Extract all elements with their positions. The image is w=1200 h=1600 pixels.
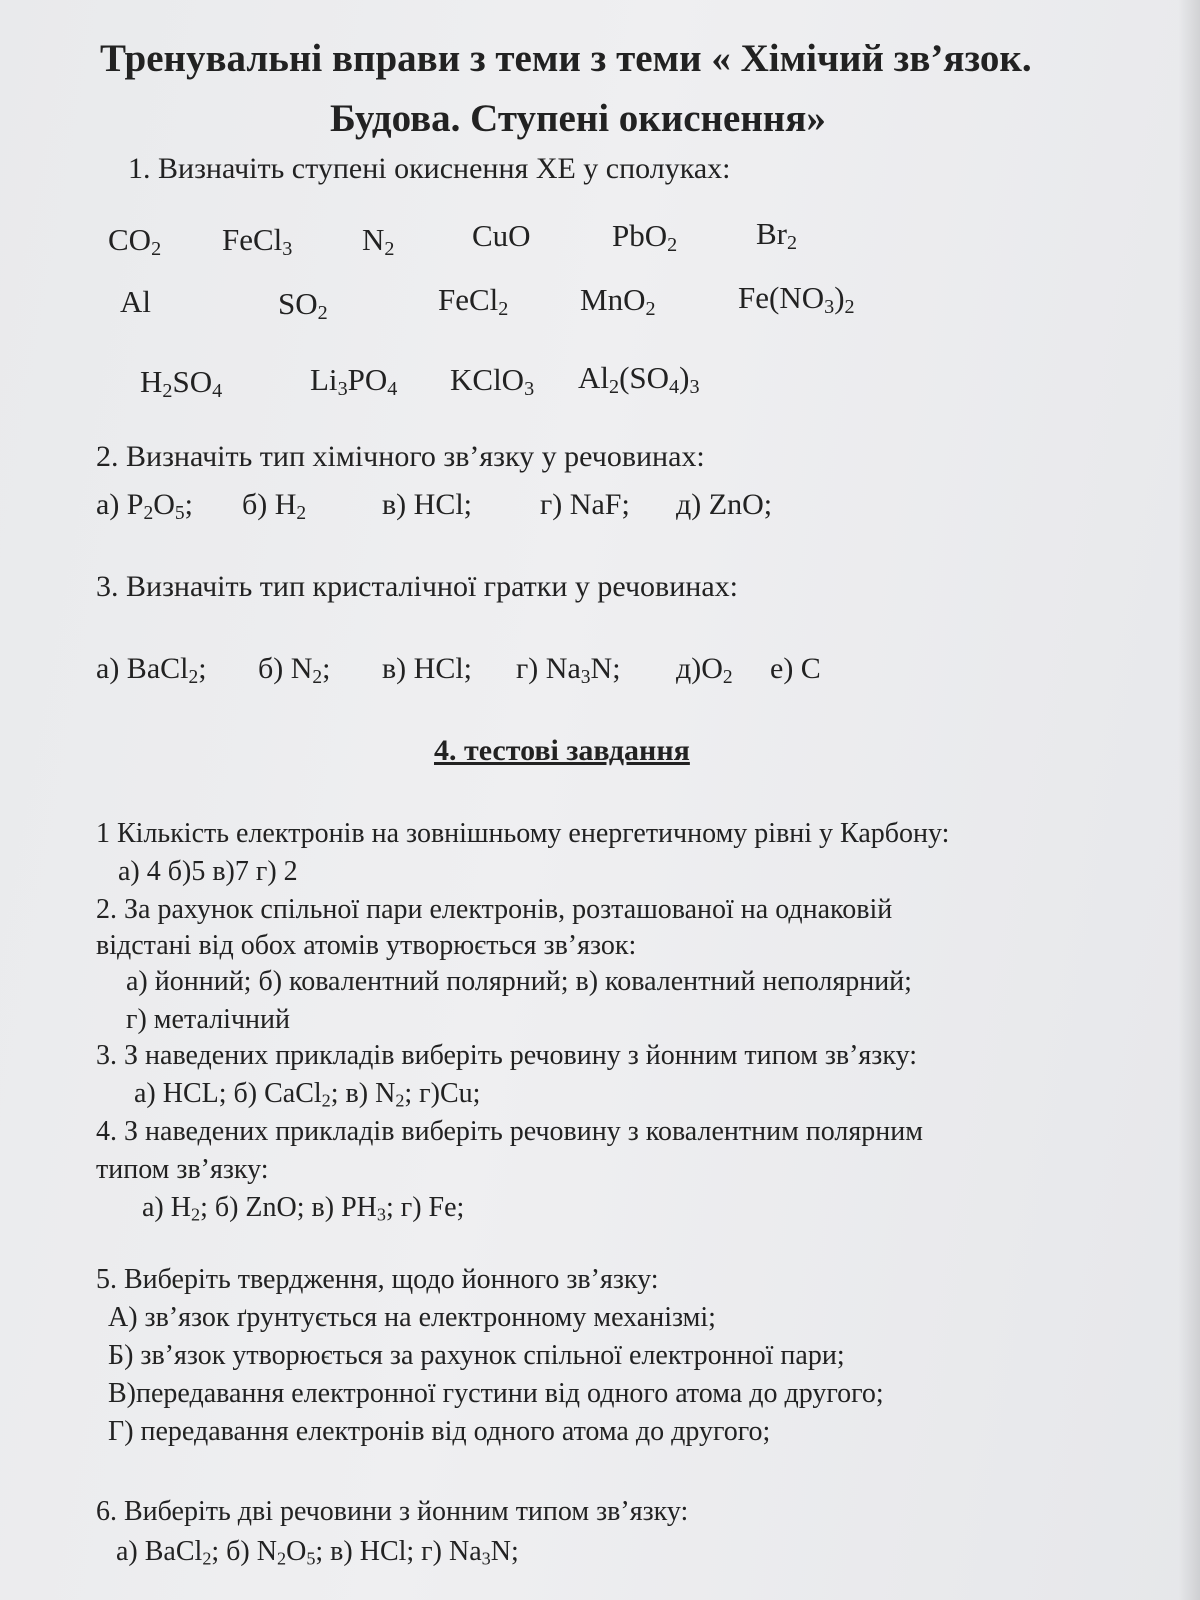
test-line: [96, 818, 949, 850]
subscript: 4: [387, 378, 398, 401]
formula: [450, 362, 535, 401]
subscript: 3: [481, 1548, 491, 1569]
formula: [738, 280, 855, 319]
subscript: 2: [317, 302, 328, 325]
text-part: Б) зв’язок утворюється за рахунок спільної електронної пари;: [108, 1340, 845, 1371]
subscript: 3: [524, 378, 535, 401]
text-part: PO: [347, 362, 388, 397]
formula: [140, 364, 223, 403]
text-part: а) P: [96, 488, 144, 521]
text-part: O: [286, 1536, 307, 1567]
test-line: [96, 1264, 659, 1296]
subscript: 2: [151, 238, 162, 261]
test-line: [108, 1416, 770, 1448]
test-line: [96, 1040, 917, 1072]
text-part: а) йонний; б) ковалентний полярний; в) ковалентний неполярний;: [126, 966, 912, 997]
text-part: типом зв’язку:: [96, 1154, 269, 1185]
test-line: [134, 1078, 480, 1110]
text-part: а) HCL; б) CaCl: [134, 1078, 322, 1109]
text-part: 6. Виберіть дві речовини з йонним типом зв’язку:: [96, 1496, 689, 1527]
option: [676, 488, 772, 522]
text-part: Fe(NO: [738, 280, 825, 315]
text-part: ; в) N: [330, 1078, 396, 1109]
test-line: [142, 1192, 464, 1224]
formula: [120, 284, 151, 320]
formula: [756, 216, 798, 255]
text-part: N;: [590, 652, 621, 685]
text-part: відстані від обох атомів утворюється зв’язок:: [96, 930, 637, 961]
text-part: CuO: [472, 218, 531, 253]
subscript: 2: [667, 234, 678, 257]
tests-heading: 4. тестові завдання: [434, 734, 690, 767]
test-line: [126, 966, 912, 998]
test-line: [96, 1154, 269, 1186]
text-part: Li: [310, 362, 338, 397]
title-line-2: Будова. Ступені окиснення»: [330, 97, 826, 140]
test-line: [116, 1536, 519, 1568]
text-part: д) ZnO;: [676, 488, 773, 521]
subscript: 5: [306, 1548, 316, 1569]
subscript: 2: [321, 1090, 331, 1111]
option: [242, 488, 306, 522]
text-part: 4. З наведених прикладів виберіть речовину з ковалентним полярним: [96, 1116, 923, 1147]
option: [382, 652, 472, 686]
text-part: б) N: [258, 652, 313, 685]
text-part: ; г) Fe;: [385, 1192, 465, 1223]
text-part: ; в) HCl; г) Na: [315, 1536, 482, 1567]
text-part: а) H: [142, 1192, 191, 1223]
subscript: 3: [337, 378, 348, 401]
text-part: в) HCl;: [382, 488, 472, 521]
formula: [578, 360, 700, 399]
subscript: 2: [296, 502, 307, 524]
formula: [278, 286, 328, 325]
text-part: г) NaF;: [540, 488, 630, 521]
test-line: [126, 1004, 290, 1036]
text-part: б) H: [242, 488, 297, 521]
option: [516, 652, 621, 686]
formula: [310, 362, 398, 401]
formula: [612, 218, 678, 257]
task1-heading: 1. Визначіть ступені окиснення ХЕ у сполуках:: [128, 152, 731, 185]
test-line: [96, 1496, 688, 1528]
text-part: ;: [198, 652, 207, 685]
text-part: 3. З наведених прикладів виберіть речовину з йонним типом зв’язку:: [96, 1040, 917, 1071]
text-part: SO: [278, 286, 318, 321]
text-part: KClO: [450, 362, 525, 397]
text-part: O: [153, 488, 175, 521]
option: [382, 488, 472, 522]
subscript: 2: [188, 666, 199, 688]
formula: [362, 222, 395, 261]
text-part: CO: [108, 222, 152, 257]
subscript: 3: [376, 1204, 386, 1225]
text-part: SO: [172, 364, 213, 399]
text-part: г) металічний: [126, 1004, 290, 1035]
text-part: PbO: [612, 218, 668, 253]
formula: [472, 218, 531, 254]
text-part: В)передавання електронної густини від одного атома до другого;: [108, 1378, 884, 1409]
subscript: 2: [722, 666, 733, 688]
text-part: А) зв’язок ґрунтується на електронному механізмі;: [108, 1302, 716, 1333]
option: [96, 488, 193, 522]
text-part: MnO: [580, 282, 646, 317]
text-part: ; г)Cu;: [404, 1078, 481, 1109]
text-part: ): [834, 280, 845, 315]
text-part: е) С: [770, 652, 821, 685]
subscript: 2: [202, 1548, 212, 1569]
text-part: (SO: [619, 360, 670, 395]
text-part: 1 Кількість електронів на зовнішньому енергетичному рівні у Карбону:: [96, 818, 950, 849]
subscript: 2: [384, 238, 395, 261]
option: [258, 652, 331, 686]
text-part: ; б) N: [211, 1536, 277, 1567]
title-line-1: Тренувальні вправи з теми з теми « Хімічий зв’язок.: [100, 37, 1032, 80]
subscript: 2: [787, 232, 798, 255]
test-line: [108, 1378, 884, 1410]
text-part: д)O: [676, 652, 723, 685]
text-part: FeCl: [438, 282, 499, 317]
task3-heading: 3. Визначіть тип кристалічної гратки у речовинах:: [96, 570, 738, 603]
text-part: N: [362, 222, 385, 257]
subscript: 2: [162, 380, 173, 403]
subscript: 3: [689, 376, 700, 399]
test-line: [118, 856, 298, 888]
text-part: а) BaCl: [96, 652, 189, 685]
page-edge-shadow: [1178, 0, 1200, 1600]
text-part: Al: [120, 284, 151, 319]
text-part: в) HCl;: [382, 652, 472, 685]
text-part: H: [140, 364, 163, 399]
subscript: 3: [580, 666, 591, 688]
subscript: 2: [312, 666, 323, 688]
text-part: 5. Виберіть твердження, щодо йонного зв’язку:: [96, 1264, 659, 1295]
subscript: 2: [645, 298, 656, 321]
text-part: ;: [322, 652, 331, 685]
text-part: а) 4 б)5 в)7 г) 2: [118, 856, 298, 887]
subscript: 2: [498, 298, 509, 321]
subscript: 4: [212, 380, 223, 403]
subscript: 4: [669, 376, 680, 399]
option: [770, 652, 821, 686]
formula: [580, 282, 656, 321]
text-part: ;: [184, 488, 194, 521]
formula: [438, 282, 509, 321]
test-line: [108, 1302, 716, 1334]
test-line: [96, 894, 892, 926]
subscript: 2: [276, 1548, 287, 1569]
subscript: 2: [844, 296, 855, 319]
subscript: 2: [395, 1090, 405, 1111]
formula: [108, 222, 162, 261]
option: [676, 652, 733, 686]
subscript: 3: [824, 296, 835, 319]
subscript: 2: [190, 1204, 201, 1225]
test-line: [108, 1340, 845, 1372]
text-part: Г) передавання електронів від одного атома до другого;: [108, 1416, 771, 1447]
task2-heading: 2. Визначіть тип хімічного зв’язку у речовинах:: [96, 440, 705, 473]
text-part: FeCl: [222, 222, 283, 257]
text-part: г) Na: [516, 652, 581, 685]
text-part: ): [679, 360, 690, 395]
text-part: ; б) ZnO; в) PH: [200, 1192, 377, 1223]
test-line: [96, 930, 636, 962]
subscript: 3: [282, 238, 293, 261]
text-part: Al: [578, 360, 609, 395]
formula: [222, 222, 293, 261]
test-line: [96, 1116, 923, 1148]
subscript: 2: [609, 376, 620, 399]
text-part: N;: [490, 1536, 519, 1567]
text-part: а) BaCl: [116, 1536, 203, 1567]
subscript: 5: [174, 502, 185, 524]
option: [96, 652, 207, 686]
subscript: 2: [143, 502, 154, 524]
text-part: 2. За рахунок спільної пари електронів, розташованої на однаковій: [96, 894, 893, 925]
option: [540, 488, 630, 522]
text-part: Br: [756, 216, 787, 251]
